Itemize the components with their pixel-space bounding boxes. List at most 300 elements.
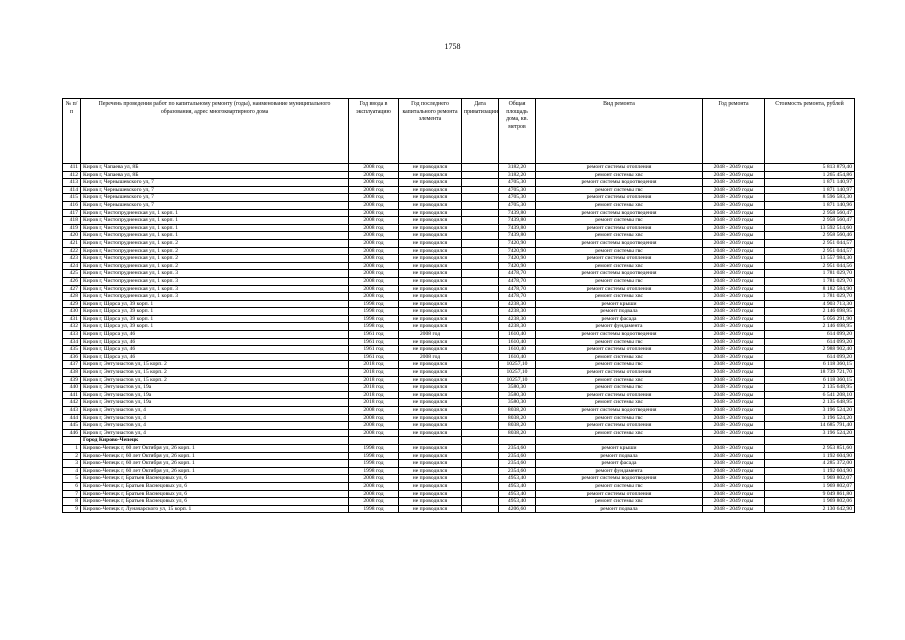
cell-row-number: 2 [63,452,81,460]
cell-year-built: 2008 год [349,186,399,194]
cell-privatization-date [462,315,499,323]
cell-privatization-date [462,444,499,452]
cell-repair-type: ремонт системы хвс [536,293,703,301]
cell-privatization-date [462,270,499,278]
cell-repair-cost: 2 130 642,90 [765,505,855,513]
cell-repair-type: ремонт крыши [536,444,703,452]
table-row [63,353,855,361]
cell-repair-cost: 2 988 902,40 [765,346,855,354]
cell-repair-cost: 2 958 560,46 [765,232,855,240]
cell-total-area: 4705,30 [499,186,536,194]
cell-total-area: 3182,20 [499,171,536,179]
cell-row-number: 5 [63,475,81,483]
cell-repair-type: ремонт фасада [536,315,703,323]
cell-address: Киров г, Чистопрудненская ул, 1 корп. 3 [81,270,349,278]
cell-total-area: 2354,60 [499,460,536,468]
cell-address: Город Кирово-Чепецк [81,437,349,445]
cell-total-area: 4953,40 [499,482,536,490]
header-year-built: Год ввода в эксплуатацию [349,99,399,164]
table-row [63,255,855,263]
table-row [63,467,855,475]
cell-privatization-date [462,399,499,407]
cell-row-number: 432 [63,323,81,331]
cell-repair-year: 2048 - 2049 годы [703,239,765,247]
cell-total-area: 10257,10 [499,361,536,369]
cell-repair-year: 2048 - 2049 годы [703,201,765,209]
cell-repair-cost: 5 813 879,40 [765,164,855,172]
cell-repair-cost: 13 557 984,30 [765,255,855,263]
cell-repair-cost: 8 596 583,30 [765,194,855,202]
cell-privatization-date [462,224,499,232]
cell-repair-cost: 4 285 372,00 [765,460,855,468]
cell-year-built: 1998 год [349,308,399,316]
cell-repair-year: 2048 - 2049 годы [703,475,765,483]
cell-repair-year: 2048 - 2049 годы [703,308,765,316]
cell-repair-cost: 9 049 861,80 [765,490,855,498]
cell-last-repair: не проводился [399,414,462,422]
cell-total-area: 4953,40 [499,475,536,483]
cell-row-number: 436 [63,353,81,361]
table-row [63,277,855,285]
cell-privatization-date [462,505,499,513]
cell-repair-year: 2048 - 2049 годы [703,376,765,384]
cell-privatization-date [462,209,499,217]
cell-last-repair: не проводился [399,164,462,172]
cell-address: Киров г, Чапаева ул, 8Б [81,171,349,179]
cell-repair-type: ремонт системы отопления [536,285,703,293]
cell-repair-cost: 8 182 584,90 [765,285,855,293]
cell-year-built: 2008 год [349,239,399,247]
cell-address: Киров г, Чернышевского ул, 7 [81,194,349,202]
cell-privatization-date [462,201,499,209]
cell-repair-cost: 1 192 604,90 [765,467,855,475]
cell-address: Киров г, Энтузиастов ул, 4 [81,407,349,415]
cell-privatization-date [462,171,499,179]
cell-repair-year: 2048 - 2049 годы [703,338,765,346]
cell-privatization-date [462,353,499,361]
cell-privatization-date [462,293,499,301]
cell-privatization-date [462,429,499,437]
cell-address: Киров г, Энтузиастов ул, 4 [81,414,349,422]
cell-privatization-date [462,323,499,331]
header-privatization-date: Дата приватизации [462,99,499,164]
cell-address: Киров г, Энтузиастов ул, 19а [81,384,349,392]
cell-address: Кирово-Чепецк г, 60 лет Октября ул, 26 корп. 1 [81,460,349,468]
cell-last-repair: не проводился [399,407,462,415]
cell-repair-year: 2048 - 2049 годы [703,194,765,202]
cell-year-built: 2008 год [349,209,399,217]
cell-repair-year: 2048 - 2049 годы [703,270,765,278]
cell-row-number: 420 [63,232,81,240]
cell-total-area: 7420,90 [499,247,536,255]
cell-row-number: 4 [63,467,81,475]
cell-row-number: 438 [63,369,81,377]
cell-repair-cost: 2 953 851,60 [765,444,855,452]
cell-repair-year: 2048 - 2049 годы [703,255,765,263]
cell-year-built: 2008 год [349,490,399,498]
cell-row-number: 446 [63,429,81,437]
cell-address: Киров г, Щорса ул, 39 корп. 1 [81,315,349,323]
cell-address: Киров г, Щорса ул, 39 корп. 1 [81,300,349,308]
table-row [63,179,855,187]
cell-repair-type: ремонт системы отопления [536,346,703,354]
cell-repair-type: ремонт системы хвс [536,399,703,407]
cell-last-repair: не проводился [399,467,462,475]
cell-last-repair: не проводился [399,361,462,369]
cell-last-repair: не проводился [399,315,462,323]
cell-repair-cost: 2 146 698,95 [765,308,855,316]
cell-repair-type: ремонт фундамента [536,323,703,331]
cell-repair-type: ремонт системы водоотведения [536,407,703,415]
cell-repair-type: ремонт системы хвс [536,201,703,209]
cell-year-built: 2018 год [349,399,399,407]
cell-repair-type: ремонт подвала [536,308,703,316]
cell-total-area: 8038,20 [499,407,536,415]
cell-repair-type: ремонт системы хвс [536,429,703,437]
cell-privatization-date [462,285,499,293]
cell-row-number: 433 [63,331,81,339]
cell-repair-cost: 1 871 140,97 [765,179,855,187]
cell-repair-year: 2048 - 2049 годы [703,407,765,415]
cell-year-built: 2008 год [349,171,399,179]
cell-year-built: 2018 год [349,376,399,384]
cell-address: Кирово-Чепецк г, Братьев Васнецовых ул, 6 [81,475,349,483]
cell-total-area: 4953,40 [499,490,536,498]
cell-total-area: 4478,70 [499,293,536,301]
cell-address: Кирово-Чепецк г, 60 лет Октября ул, 26 корп. 1 [81,467,349,475]
cell-privatization-date [462,376,499,384]
cell-privatization-date [462,338,499,346]
table-row [63,376,855,384]
cell-repair-year: 2048 - 2049 годы [703,300,765,308]
cell-repair-year: 2048 - 2049 годы [703,384,765,392]
cell-address: Кирово-Чепецк г, Луначарского ул, 15 корп. 1 [81,505,349,513]
cell-year-built: 1998 год [349,323,399,331]
cell-address: Киров г, Щорса ул, 46 [81,353,349,361]
cell-last-repair: не проводился [399,429,462,437]
cell-last-repair: не проводился [399,209,462,217]
cell-repair-type: ремонт системы водоотведения [536,209,703,217]
cell-repair-cost: 614 099,20 [765,331,855,339]
header-repair-cost: Стоимость ремонта, рублей [765,99,855,164]
cell-total-area: 4206,60 [499,505,536,513]
cell-last-repair: 2008 год [399,331,462,339]
table-row [63,224,855,232]
cell-year-built: 1961 год [349,331,399,339]
cell-repair-cost: 6 118 360,15 [765,361,855,369]
cell-year-built: 2008 год [349,247,399,255]
cell-row-number: 429 [63,300,81,308]
cell-row-number: 428 [63,293,81,301]
cell-last-repair: не проводился [399,186,462,194]
table-row [63,498,855,506]
cell-repair-type: ремонт системы хвс [536,498,703,506]
cell-repair-cost: 2 951 044,56 [765,262,855,270]
cell-total-area: 4705,30 [499,194,536,202]
cell-year-built: 2008 год [349,498,399,506]
cell-repair-type: ремонт системы отопления [536,255,703,263]
cell-total-area: 10257,10 [499,369,536,377]
cell-repair-year [703,437,765,445]
cell-total-area: 4238,30 [499,300,536,308]
cell-repair-cost: 3 196 524,20 [765,414,855,422]
cell-year-built: 2008 год [349,262,399,270]
cell-row-number: 414 [63,186,81,194]
cell-year-built: 2008 год [349,429,399,437]
table-row [63,490,855,498]
cell-year-built: 2018 год [349,369,399,377]
cell-total-area: 10257,10 [499,376,536,384]
cell-repair-type: ремонт системы водоотведения [536,475,703,483]
cell-total-area: 4478,70 [499,270,536,278]
cell-repair-type: ремонт подвала [536,505,703,513]
table-row [63,247,855,255]
table-row [63,407,855,415]
cell-year-built: 1998 год [349,460,399,468]
cell-row-number: 422 [63,247,81,255]
cell-last-repair: не проводился [399,376,462,384]
cell-address: Киров г, Чистопрудненская ул, 1 корп. 2 [81,255,349,263]
cell-total-area: 1610,40 [499,338,536,346]
cell-row-number [63,437,81,445]
table-row [63,270,855,278]
cell-row-number: 424 [63,262,81,270]
cell-total-area: 1610,40 [499,353,536,361]
cell-repair-cost: 4 903 713,30 [765,300,855,308]
table-row [63,209,855,217]
cell-total-area: 3580,30 [499,384,536,392]
cell-repair-year: 2048 - 2049 годы [703,217,765,225]
cell-address: Киров г, Энтузиастов ул, 4 [81,429,349,437]
table-row [63,346,855,354]
cell-last-repair: не проводился [399,399,462,407]
cell-privatization-date [462,407,499,415]
cell-row-number: 430 [63,308,81,316]
cell-privatization-date [462,186,499,194]
cell-row-number: 445 [63,422,81,430]
cell-privatization-date [462,391,499,399]
cell-total-area: 1610,40 [499,346,536,354]
cell-total-area: 4238,30 [499,315,536,323]
cell-year-built: 2008 год [349,270,399,278]
cell-last-repair: не проводился [399,217,462,225]
cell-last-repair: не проводился [399,323,462,331]
cell-year-built [349,437,399,445]
cell-total-area: 4238,30 [499,308,536,316]
cell-repair-cost: 18 739 721,70 [765,369,855,377]
table-row [63,505,855,513]
cell-repair-year: 2048 - 2049 годы [703,361,765,369]
table-row [63,308,855,316]
cell-repair-type: ремонт системы гвс [536,384,703,392]
cell-year-built: 2008 год [349,407,399,415]
cell-repair-cost: 5 056 291,90 [765,315,855,323]
cell-row-number: 412 [63,171,81,179]
cell-last-repair: не проводился [399,452,462,460]
cell-year-built: 2008 год [349,285,399,293]
cell-row-number: 435 [63,346,81,354]
cell-last-repair: не проводился [399,285,462,293]
cell-privatization-date [462,498,499,506]
cell-row-number: 442 [63,399,81,407]
cell-repair-cost: 614 099,20 [765,338,855,346]
table-row [63,300,855,308]
cell-total-area: 3580,30 [499,399,536,407]
cell-row-number: 416 [63,201,81,209]
cell-address: Киров г, Щорса ул, 46 [81,338,349,346]
table-header-row [63,99,855,164]
cell-address: Киров г, Чистопрудненская ул, 1 корп. 1 [81,209,349,217]
cell-repair-type: ремонт системы хвс [536,262,703,270]
cell-total-area: 4953,40 [499,498,536,506]
header-last-repair: Год последнего капитального ремонта элемента [399,99,462,164]
cell-row-number: 437 [63,361,81,369]
cell-year-built: 2008 год [349,255,399,263]
cell-address: Киров г, Энтузиастов ул, 15 корп. 2 [81,361,349,369]
cell-total-area: 1610,40 [499,331,536,339]
cell-last-repair: не проводился [399,346,462,354]
cell-repair-cost: 1 781 029,70 [765,270,855,278]
cell-privatization-date [462,384,499,392]
cell-repair-type: ремонт системы гвс [536,186,703,194]
cell-last-repair: не проводился [399,293,462,301]
table-row [63,194,855,202]
cell-address: Кирово-Чепецк г, 60 лет Октября ул, 26 корп. 1 [81,444,349,452]
cell-address: Киров г, Чистопрудненская ул, 1 корп. 3 [81,285,349,293]
header-repair-type: Вид ремонта [536,99,703,164]
cell-repair-year: 2048 - 2049 годы [703,369,765,377]
cell-address: Киров г, Чернышевского ул, 7 [81,201,349,209]
cell-year-built: 2008 год [349,293,399,301]
cell-year-built: 2008 год [349,422,399,430]
table-row [63,232,855,240]
cell-row-number: 423 [63,255,81,263]
cell-repair-year: 2048 - 2049 годы [703,460,765,468]
cell-address: Киров г, Чернышевского ул, 7 [81,186,349,194]
cell-year-built: 1998 год [349,444,399,452]
cell-row-number: 3 [63,460,81,468]
cell-repair-year: 2048 - 2049 годы [703,331,765,339]
table-row [63,460,855,468]
cell-privatization-date [462,490,499,498]
cell-repair-year: 2048 - 2049 годы [703,429,765,437]
cell-total-area: 7420,90 [499,239,536,247]
table-row [63,217,855,225]
cell-repair-year: 2048 - 2049 годы [703,247,765,255]
cell-year-built: 1998 год [349,300,399,308]
header-repair-year: Год ремонта [703,99,765,164]
cell-last-repair: не проводился [399,262,462,270]
cell-privatization-date [462,437,499,445]
table-row [63,391,855,399]
cell-repair-type: ремонт фундамента [536,467,703,475]
cell-address: Киров г, Энтузиастов ул, 15 корп. 2 [81,369,349,377]
cell-row-number: 1 [63,444,81,452]
cell-repair-type: ремонт системы гвс [536,277,703,285]
cell-repair-type: ремонт системы водоотведения [536,331,703,339]
cell-row-number: 434 [63,338,81,346]
cell-address: Киров г, Энтузиастов ул, 15 корп. 2 [81,376,349,384]
cell-year-built: 2008 год [349,232,399,240]
cell-year-built: 1998 год [349,467,399,475]
cell-row-number: 411 [63,164,81,172]
cell-privatization-date [462,414,499,422]
cell-repair-cost: 1 871 140,96 [765,201,855,209]
cell-address: Киров г, Чистопрудненская ул, 1 корп. 2 [81,247,349,255]
cell-row-number: 441 [63,391,81,399]
cell-address: Киров г, Щорса ул, 46 [81,346,349,354]
cell-row-number: 439 [63,376,81,384]
cell-total-area: 2354,60 [499,444,536,452]
header-total-area: Общая площадь дома, кв. метров [499,99,536,164]
cell-last-repair: не проводился [399,239,462,247]
cell-privatization-date [462,308,499,316]
cell-privatization-date [462,482,499,490]
cell-address: Киров г, Чистопрудненская ул, 1 корп. 1 [81,232,349,240]
cell-repair-year: 2048 - 2049 годы [703,323,765,331]
cell-address: Киров г, Чистопрудненская ул, 1 корп. 1 [81,224,349,232]
cell-privatization-date [462,217,499,225]
cell-last-repair: не проводился [399,179,462,187]
cell-repair-year: 2048 - 2049 годы [703,452,765,460]
cell-repair-year: 2048 - 2049 годы [703,498,765,506]
table-row [63,338,855,346]
table-row [63,331,855,339]
cell-address: Киров г, Чистопрудненская ул, 1 корп. 3 [81,277,349,285]
cell-repair-type: ремонт системы отопления [536,164,703,172]
cell-repair-year: 2048 - 2049 годы [703,232,765,240]
cell-row-number: 413 [63,179,81,187]
cell-total-area: 8038,20 [499,429,536,437]
cell-repair-year: 2048 - 2049 годы [703,171,765,179]
cell-privatization-date [462,179,499,187]
cell-privatization-date [462,331,499,339]
cell-repair-cost: 13 592 514,60 [765,224,855,232]
cell-year-built: 1998 год [349,315,399,323]
cell-year-built: 1961 год [349,346,399,354]
cell-last-repair: не проводился [399,505,462,513]
cell-privatization-date [462,346,499,354]
cell-repair-cost: 2 146 698,95 [765,323,855,331]
table-row [63,171,855,179]
cell-last-repair: не проводился [399,498,462,506]
cell-privatization-date [462,262,499,270]
cell-repair-type: ремонт системы водоотведения [536,179,703,187]
cell-repair-cost: 1 265 454,86 [765,171,855,179]
cell-address: Киров г, Чернышевского ул, 7 [81,179,349,187]
cell-repair-type: ремонт системы отопления [536,391,703,399]
cell-last-repair: 2008 год [399,353,462,361]
cell-repair-cost: 1 969 802,07 [765,482,855,490]
cell-privatization-date [462,460,499,468]
cell-privatization-date [462,452,499,460]
cell-address: Кирово-Чепецк г, 60 лет Октября ул, 26 корп. 1 [81,452,349,460]
table-row [63,429,855,437]
cell-repair-year: 2048 - 2049 годы [703,164,765,172]
cell-repair-year: 2048 - 2049 годы [703,414,765,422]
cell-repair-cost: 3 196 524,20 [765,407,855,415]
cell-total-area: 7439,80 [499,232,536,240]
cell-repair-cost: 2 951 044,57 [765,239,855,247]
cell-address: Кирово-Чепецк г, Братьев Васнецовых ул, 6 [81,498,349,506]
cell-last-repair: не проводился [399,201,462,209]
cell-row-number: 9 [63,505,81,513]
cell-privatization-date [462,277,499,285]
cell-repair-type [536,437,703,445]
cell-last-repair: не проводился [399,270,462,278]
cell-row-number: 444 [63,414,81,422]
table-row [63,384,855,392]
